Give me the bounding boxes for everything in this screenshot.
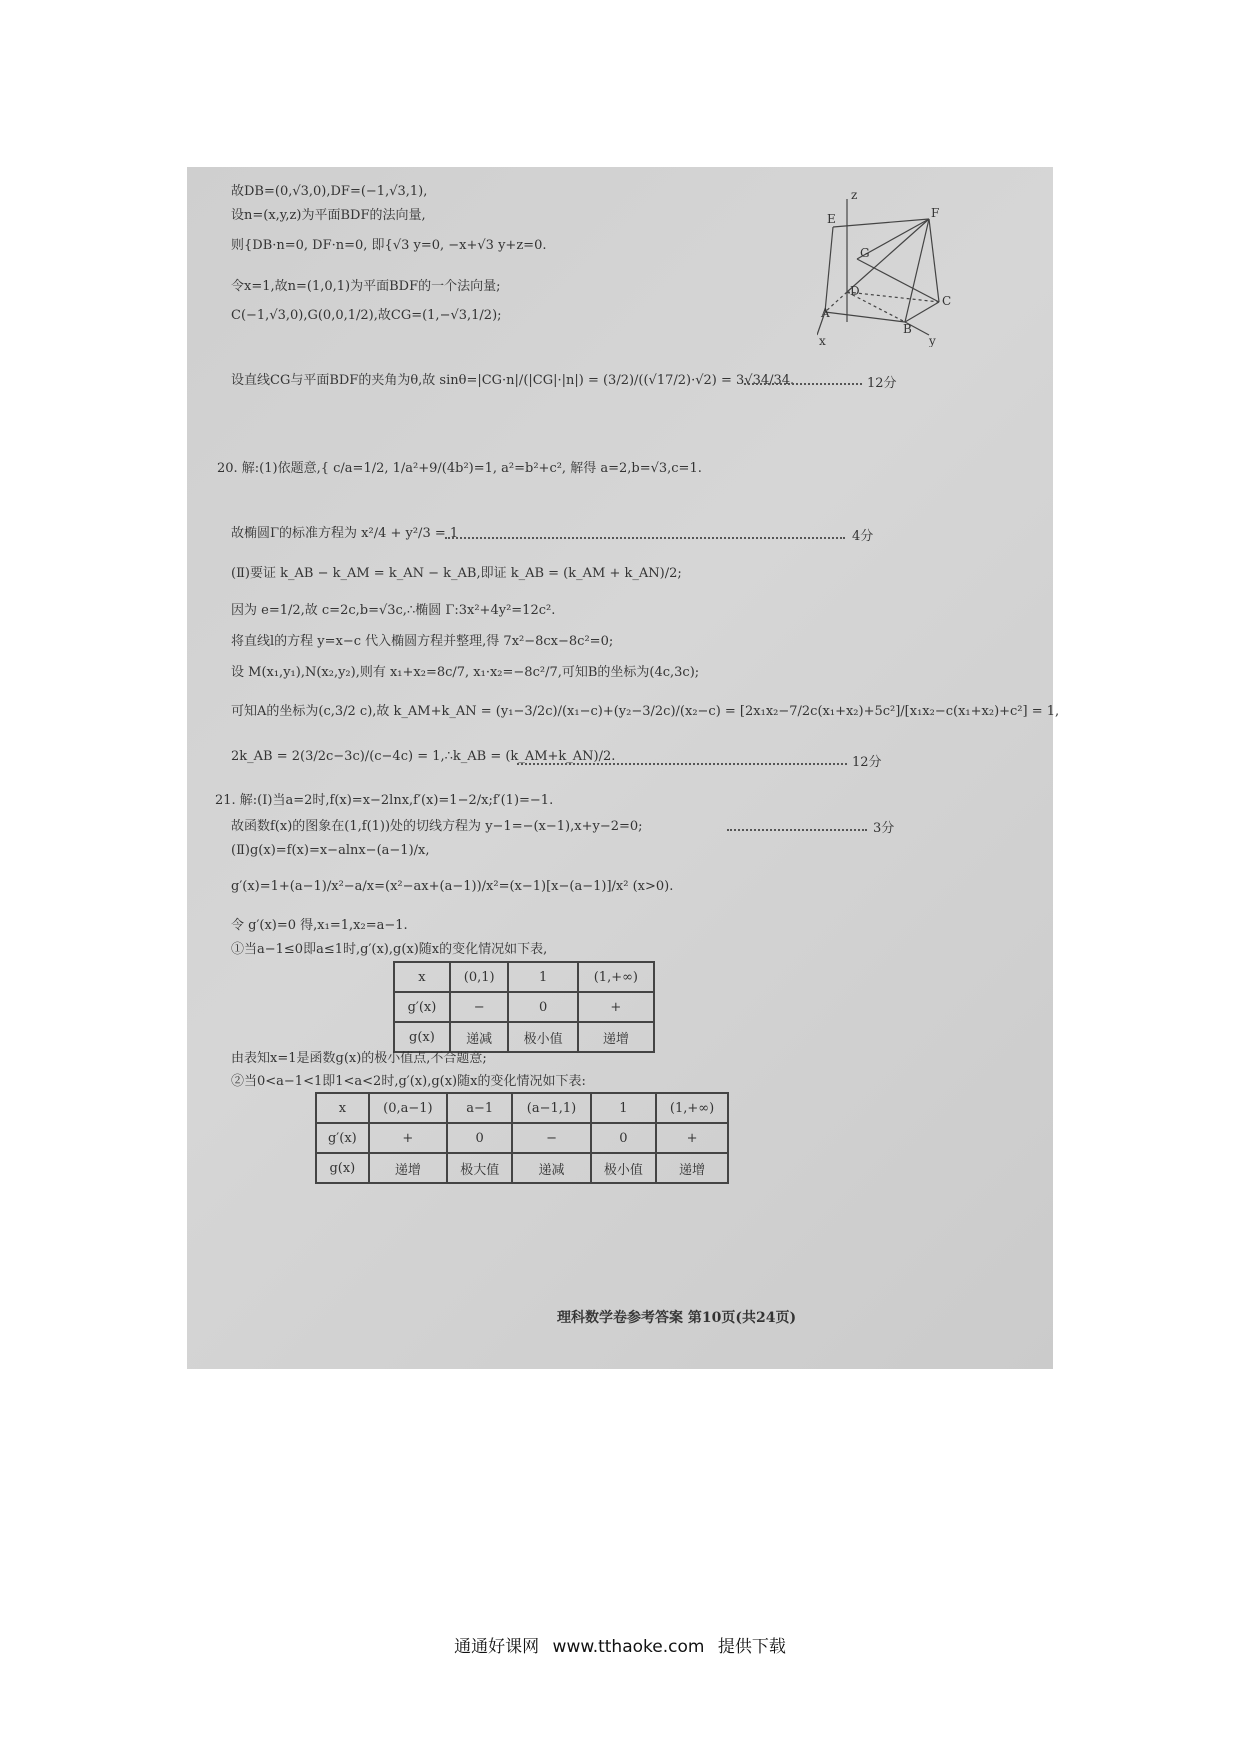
table-cell: x [394,962,450,992]
table-cell: 1 [508,962,577,992]
text-line: 则{DB·n=0, DF·n=0, 即{√3 y=0, −x+√3 y+z=0. [231,238,547,253]
text-line: (Ⅱ)要证 k_AB − k_AM = k_AN − k_AB,即证 k_AB = (k_AM + k_AN)/2; [231,566,682,581]
table-cell: (a−1,1) [512,1093,590,1123]
site-url[interactable]: www.tthaoke.com [552,1637,705,1657]
table-cell: 0 [447,1123,512,1153]
figure-label: D [850,284,860,298]
table-cell: (0,1) [450,962,509,992]
variation-table-2 [315,1092,729,1184]
table-cell: + [656,1123,728,1153]
text-line: 故DB=(0,√3,0),DF=(−1,√3,1), [231,184,428,199]
table-cell: 极大值 [447,1153,512,1183]
table-cell: x [316,1093,369,1123]
text-line: 20. 解:(1)依题意,{ c/a=1/2, 1/a²+9/(4b²)=1, a²=b²+c², 解得 a=2,b=√3,c=1. [217,461,702,476]
page-footer: 理科数学卷参考答案 第10页(共24页) [557,1310,797,1326]
text-line: 2k_AB = 2(3/2c−3c)/(c−4c) = 1,∴k_AB = (k_AM+k_AN)/2. [231,749,616,764]
figure-label: E [827,212,836,226]
table-cell: 递增 [578,1022,654,1052]
table-cell: + [369,1123,447,1153]
table-row [394,992,654,1022]
figure-label: z [851,188,858,202]
text-line: ①当a−1≤0即a≤1时,g′(x),g(x)随x的变化情况如下表, [231,942,548,957]
table-cell: a−1 [447,1093,512,1123]
text-line: 可知A的坐标为(c,3/2 c),故 k_AM+k_AN = (y₁−3/2c)/(x₁−c)+(y₂−3/2c)/(x₂−c) = [2x₁x₂−7/2c(x₁+x₂)+5c²]/[x₁x₂−c(x₁+x₂)+c²] = 1, [231,704,1060,719]
table-cell: 递增 [656,1153,728,1183]
text-line: 设 M(x₁,y₁),N(x₂,y₂),则有 x₁+x₂=8c/7, x₁·x₂=−8c²/7,可知B的坐标为(4c,3c); [231,665,700,680]
leader-dots [727,829,867,831]
table-cell: − [450,992,509,1022]
site-name: 通通好课网 [454,1637,540,1657]
text-line: 令x=1,故n=(1,0,1)为平面BDF的一个法向量; [231,279,501,294]
text-line: 由表知x=1是函数g(x)的极小值点,不合题意; [231,1051,487,1066]
table-cell: (0,a−1) [369,1093,447,1123]
figure-label: B [903,322,912,336]
table-cell: 0 [591,1123,656,1153]
table-cell: (1,+∞) [578,962,654,992]
geometry-figure [817,187,967,347]
score-mark: 4分 [852,529,874,544]
figure-label: C [942,294,952,308]
table-cell: g′(x) [316,1123,369,1153]
download-credit [0,1632,1240,1657]
table-row [316,1153,728,1183]
table-cell: (1,+∞) [656,1093,728,1123]
text-line: 21. 解:(Ⅰ)当a=2时,f(x)=x−2lnx,f′(x)=1−2/x;f′(1)=−1. [215,793,554,808]
text-line: 令 g′(x)=0 得,x₁=1,x₂=a−1. [231,918,408,933]
text-line: g′(x)=1+(a−1)/x²−a/x=(x²−ax+(a−1))/x²=(x−1)[x−(a−1)]/x² (x>0). [231,879,674,894]
table-row [316,1123,728,1153]
scanned-page [187,167,1060,1369]
table-header-row [394,962,654,992]
leader-dots [445,537,845,539]
text-line: (Ⅱ)g(x)=f(x)=x−alnx−(a−1)/x, [231,843,430,858]
credit-suffix: 提供下载 [717,1637,786,1657]
table-cell: g′(x) [394,992,450,1022]
variation-table-1 [393,961,655,1053]
table-cell: 1 [591,1093,656,1123]
table-cell: − [512,1123,590,1153]
figure-label: F [931,206,940,220]
figure-label: x [819,334,826,347]
table-cell: g(x) [316,1153,369,1183]
table-cell: 0 [508,992,577,1022]
score-mark: 12分 [867,376,897,391]
text-line: 故函数f(x)的图象在(1,f(1))处的切线方程为 y−1=−(x−1),x+y−2=0; [231,819,643,834]
text-line: 设直线CG与平面BDF的夹角为θ,故 sinθ=|CG·n|/(|CG|·|n|) = (3/2)/((√17/2)·√2) = 3√34/34. [231,373,795,388]
table-cell: + [578,992,654,1022]
table-cell: 递增 [369,1153,447,1183]
prism-diagram [817,187,967,347]
table-cell: 极小值 [508,1022,577,1052]
table-cell: 极小值 [591,1153,656,1183]
score-mark: 12分 [852,755,882,770]
table-cell: 递减 [450,1022,509,1052]
figure-label: A [821,306,830,320]
text-line: ②当0<a−1<1即1<a<2时,g′(x),g(x)随x的变化情况如下表: [231,1074,586,1089]
text-line: 设n=(x,y,z)为平面BDF的法向量, [231,208,426,223]
text-line: 将直线l的方程 y=x−c 代入椭圆方程并整理,得 7x²−8cx−8c²=0; [231,634,614,649]
text-line: 故椭圆Γ的标准方程为 x²/4 + y²/3 = 1 [231,526,459,541]
text-line: 因为 e=1/2,故 c=2c,b=√3c,∴椭圆 Γ:3x²+4y²=12c². [231,603,556,618]
table-cell: g(x) [394,1022,450,1052]
leader-dots [744,383,862,385]
figure-label: y [929,334,936,347]
leader-dots [517,763,847,765]
table-cell: 递减 [512,1153,590,1183]
text-line: C(−1,√3,0),G(0,0,1/2),故CG=(1,−√3,1/2); [231,308,502,323]
figure-label: G [860,246,870,260]
score-mark: 3分 [873,821,895,836]
table-header-row [316,1093,728,1123]
